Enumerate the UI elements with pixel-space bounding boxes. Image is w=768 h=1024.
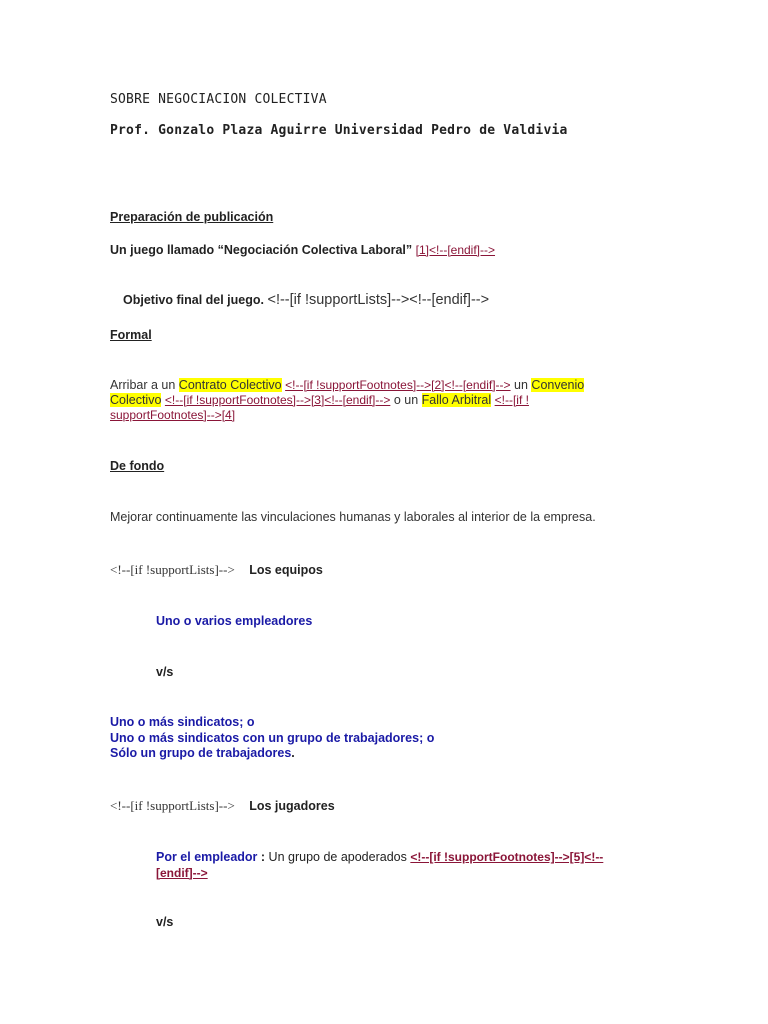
- empleador-line-2: [156, 866, 656, 882]
- empleador-text: Un grupo de apoderados: [268, 850, 407, 864]
- objective-comment: <!--[if !supportLists]--><!--[endif]-->: [267, 292, 490, 308]
- contrato-colectivo-highlight: Contrato Colectivo: [178, 378, 282, 392]
- fallo-arbitral-highlight: Fallo Arbitral: [421, 393, 492, 407]
- fondo-heading: De fondo: [110, 459, 165, 473]
- formal-line-3: [110, 408, 630, 423]
- game-line: [110, 243, 495, 257]
- sindicatos-list: [110, 715, 434, 762]
- footnote-link-5b[interactable]: [endif]-->: [156, 865, 208, 880]
- author-line: Prof. Gonzalo Plaza Aguirre Universidad Pedro de Valdivia: [110, 123, 568, 138]
- sindicatos-item-2: Uno o más sindicatos con un grupo de trabajadores; o: [110, 730, 435, 745]
- equipos-label: Los equipos: [249, 563, 323, 577]
- sindicatos-item-1: Uno o más sindicatos; o: [110, 715, 255, 729]
- formal-text-2: un: [514, 378, 528, 392]
- empleador-line-1: [156, 850, 656, 866]
- jugadores-label: Los jugadores: [249, 799, 335, 813]
- game-line-text: Un juego llamado “Negociación Colectiva Laboral”: [110, 243, 413, 257]
- footnote-link-4b[interactable]: supportFootnotes]-->[4]: [110, 408, 236, 422]
- document-title: SOBRE NEGOCIACION COLECTIVA: [110, 92, 327, 107]
- empleador-line: [156, 850, 656, 881]
- empleadores-text: Uno o varios empleadores: [156, 614, 313, 628]
- jugadores-line: [110, 797, 335, 815]
- footnote-link-4a[interactable]: <!--[if !: [494, 393, 529, 407]
- formal-line-1: [110, 378, 630, 393]
- preparation-heading: Preparación de publicación: [110, 210, 274, 224]
- formal-heading: Formal: [110, 328, 152, 342]
- sindicatos-item-3-wrap: [110, 746, 434, 762]
- formal-paragraph: [110, 378, 630, 423]
- footnote-link-1[interactable]: [1]<!--[endif]-->: [415, 243, 496, 257]
- footnote-link-5a[interactable]: <!--[if !supportFootnotes]-->[5]<!--: [410, 850, 604, 864]
- jugadores-comment: <!--[if !supportLists]-->: [110, 798, 235, 813]
- equipos-line: [110, 561, 323, 579]
- formal-text-3: o un: [393, 393, 419, 407]
- empleador-label: Por el empleador: [156, 850, 258, 864]
- sindicatos-period: .: [291, 746, 295, 760]
- formal-line-2: [110, 393, 630, 408]
- empleador-sep: :: [257, 850, 269, 864]
- objective-line: [123, 292, 489, 308]
- formal-text-1: Arribar a un: [110, 378, 176, 392]
- equipos-comment: <!--[if !supportLists]-->: [110, 562, 235, 577]
- versus-1: v/s: [156, 665, 174, 679]
- convenio-highlight: Convenio: [531, 378, 585, 392]
- sindicatos-item-3: Sólo un grupo de trabajadores: [110, 746, 292, 760]
- objective-text: Objetivo final del juego.: [123, 293, 264, 307]
- fondo-paragraph: Mejorar continuamente las vinculaciones humanas y laborales al interior de la empresa.: [110, 510, 596, 524]
- footnote-link-3[interactable]: <!--[if !supportFootnotes]-->[3]<!--[endif]-->: [164, 393, 391, 407]
- colectivo-highlight: Colectivo: [110, 393, 162, 407]
- versus-2: v/s: [156, 915, 174, 929]
- footnote-link-2[interactable]: <!--[if !supportFootnotes]-->[2]<!--[endif]-->: [285, 378, 511, 392]
